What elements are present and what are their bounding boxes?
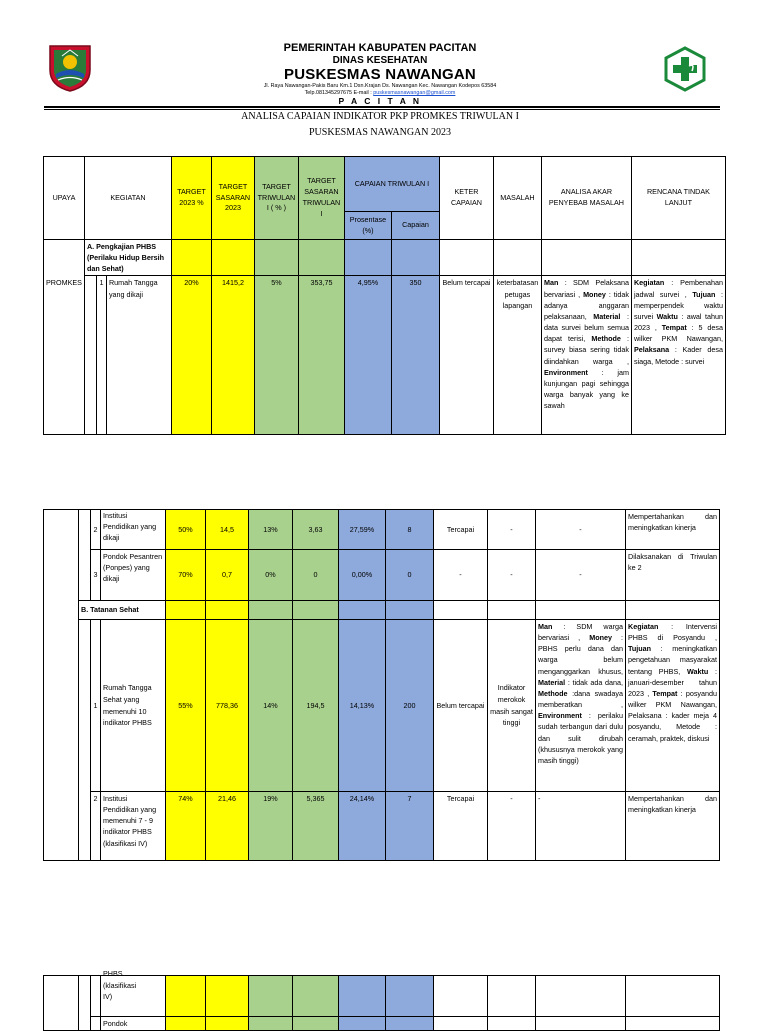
letterhead-puskesmas: PUSKESMAS NAWANGAN (284, 66, 476, 83)
row-keterangan: - (434, 550, 488, 601)
kabupaten-pacitan-emblem-icon (46, 42, 94, 92)
row-analisa: - (536, 792, 626, 861)
document-subtitle: PUSKESMAS NAWANGAN 2023 (309, 127, 451, 138)
row-kegiatan-tail: PHBS (klasifikasi IV) (103, 969, 137, 1002)
row-kegiatan: Pondok Pesantren (Ponpes) yang dikaji (101, 550, 166, 601)
row-rencana: Mempertahankan dan meningkatkan kinerja (626, 510, 720, 550)
letterhead-divider (44, 106, 720, 108)
letterhead-city: P A C I T A N (338, 96, 422, 106)
row-keterangan: Tercapai (434, 792, 488, 861)
row-sasaran: 21,46 (206, 792, 249, 861)
analysis-table-page3 (43, 969, 720, 1031)
row-keterangan: Belum tercapai (439, 276, 493, 435)
row-triwulan: 0% (249, 550, 293, 601)
row-prosentase: 0,00% (339, 550, 386, 601)
row-number: 3 (91, 550, 101, 601)
row-rencana: Kegiatan : Intervensi PHBS di Posyandu , Tujuan : meningkatkan pengetahuan masyarakat tentang PHBS, Waktu : januari-desember tahun 2023 , Tempat : posyandu wilker PKM Nawangan, Pelaksana : kader meja 4 posyandu, Metode : ceramah, praktek, diskusi (626, 620, 720, 792)
upaya-cell (44, 240, 85, 276)
row-sasaran: 0,7 (206, 550, 249, 601)
table-row (44, 276, 726, 435)
row-kegiatan: Rumah Tangga yang dikaji (106, 276, 171, 435)
section-b-row (44, 601, 720, 620)
row-prosentase: 24,14% (339, 792, 386, 861)
col-capaian: Capaian (391, 212, 439, 240)
table-row (44, 1017, 720, 1031)
row-capaian: 0 (386, 550, 434, 601)
row-triwulan: 19% (249, 792, 293, 861)
table-row (44, 620, 720, 792)
row-keterangan: Tercapai (434, 510, 488, 550)
col-target-sasaran-triwulan: TARGET SASARAN TRIWULAN I (298, 157, 344, 240)
row-prosentase: 4,95% (344, 276, 391, 435)
col-capaian-triwulan: CAPAIAN TRIWULAN I (344, 157, 439, 212)
row-masalah: keterbatasan petugas lapangan (493, 276, 541, 435)
section-b-title: B. Tatanan Sehat (79, 601, 166, 620)
row-capaian: 350 (391, 276, 439, 435)
section-a-row (44, 240, 726, 276)
row-number: 2 (91, 792, 101, 861)
row-prosentase: 14,13% (339, 620, 386, 792)
row-number: 1 (96, 276, 106, 435)
row-rencana: Mempertahankan dan meningkatkan kinerja (626, 792, 720, 861)
row-kegiatan: Institusi Pendidikan yang memenuhi 7 - 9 indikator PHBS (klasifikasi IV) (101, 792, 166, 861)
document-title: ANALISA CAPAIAN INDIKATOR PKP PROMKES TRIWULAN I (241, 111, 519, 122)
table-row (44, 976, 720, 1017)
row-masalah: - (488, 510, 536, 550)
row-rencana: Kegiatan : Pembenahan jadwal survei , Tujuan : memperpendek waktu survei Waktu : awal tahun 2023 , Tempat : 5 desa wilker PKM Nawangan, Pelaksana : Kader desa siaga, Metode : survei (631, 276, 725, 435)
row-sasaran: 778,36 (206, 620, 249, 792)
table-row (44, 792, 720, 861)
puskesmas-cross-icon (662, 46, 708, 92)
row-number: 1 (91, 620, 101, 792)
row-keterangan: Belum tercapai (434, 620, 488, 792)
analysis-table-continued (43, 509, 720, 861)
row-number: 2 (91, 510, 101, 550)
letterhead-department: DINAS KESEHATAN (332, 55, 428, 66)
row-rencana: Dilaksanakan di Triwulan ke 2 (626, 550, 720, 601)
col-target: TARGET 2023 % (171, 157, 211, 240)
letterhead-phone: Telp.081345297675 E-mail : (304, 90, 372, 96)
section-a-title (84, 240, 171, 276)
row-analisa: - (536, 550, 626, 601)
row-kegiatan: Institusi Pendidikan yang dikaji (101, 510, 166, 550)
row-target: 55% (166, 620, 206, 792)
section-a-label: A. (86, 242, 95, 251)
row-target: 50% (166, 510, 206, 550)
letterhead-address: Jl. Raya Nawangan-Pakis Baru Km.1 Dsn.Krajan Ds. Nawangan Kec. Nawangan Kodepos 63584 (263, 83, 497, 89)
col-target-sasaran: TARGET SASARAN 2023 (211, 157, 254, 240)
row-prosentase: 27,59% (339, 510, 386, 550)
row-capaian: 8 (386, 510, 434, 550)
row-masalah: - (488, 550, 536, 601)
row-kegiatan-continued (101, 969, 166, 1017)
col-masalah: MASALAH (493, 157, 541, 240)
row-capaian: 7 (386, 792, 434, 861)
table-header-row (44, 157, 726, 212)
col-analisa: ANALISA AKAR PENYEBAB MASALAH (541, 157, 631, 240)
upaya-value: PROMKES (44, 276, 85, 435)
row-target: 20% (171, 276, 211, 435)
row-triwulan: 13% (249, 510, 293, 550)
row-sasaran: 14,5 (206, 510, 249, 550)
row-sasaran-triwulan: 3,63 (293, 510, 339, 550)
row-sasaran-triwulan: 0 (293, 550, 339, 601)
letterhead-government: PEMERINTAH KABUPATEN PACITAN (283, 42, 477, 54)
table-row (44, 550, 720, 601)
row-analisa: Man : SDM warga bervariasi , Money : PBHS perlu dana dan warga belum menganggarkan khusus, Material : tidak ada dana, Methode :dana swadaya memberatkan , Environment : perilaku sudah terbangun dari dulu dan sulit dirubah (khususnya merokok yang masih tinggi) (536, 620, 626, 792)
row-sasaran-triwulan: 194,5 (293, 620, 339, 792)
row-kegiatan: Rumah Tangga Sehat yang memenuhi 10 indikator PHBS (101, 620, 166, 792)
row-capaian: 200 (386, 620, 434, 792)
row-masalah: - (488, 792, 536, 861)
letterhead-divider-thin (44, 109, 720, 110)
row-sasaran-triwulan: 353,75 (298, 276, 344, 435)
row-triwulan: 14% (249, 620, 293, 792)
row-triwulan: 5% (254, 276, 298, 435)
col-rencana: RENCANA TINDAK LANJUT (631, 157, 725, 240)
row-target: 70% (166, 550, 206, 601)
row-masalah: Indikator merokok masih sangat tinggi (488, 620, 536, 792)
section-a-text: Pengkajian PHBS (Perilaku Hidup Bersih dan Sehat) (86, 242, 165, 274)
col-kegiatan: KEGIATAN (84, 157, 171, 240)
row-analisa: Man : SDM Pelaksana bervariasi , Money : tidak adanya anggaran pelaksanaan, Material : data survei belum semua dapat terisi, Methode : survey biasa sering tidak diindahkan warga , Environment : jam kunjungan pagi sehingga warga banyak yang ke sawah (541, 276, 631, 435)
col-upaya: UPAYA (44, 157, 85, 240)
row-target: 74% (166, 792, 206, 861)
letterhead-email[interactable]: puskesmasnawangan@gmail.com (373, 90, 456, 96)
table-row (44, 510, 720, 550)
row-analisa: - (536, 510, 626, 550)
col-keterangan: KETER CAPAIAN (439, 157, 493, 240)
col-prosentase: Prosentase (%) (344, 212, 391, 240)
analysis-table (43, 156, 726, 435)
col-target-triwulan: TARGET TRIWULAN I ( % ) (254, 157, 298, 240)
row-sasaran: 1415,2 (211, 276, 254, 435)
row-sasaran-triwulan: 5,365 (293, 792, 339, 861)
row-kegiatan: Pondok (101, 1017, 166, 1031)
